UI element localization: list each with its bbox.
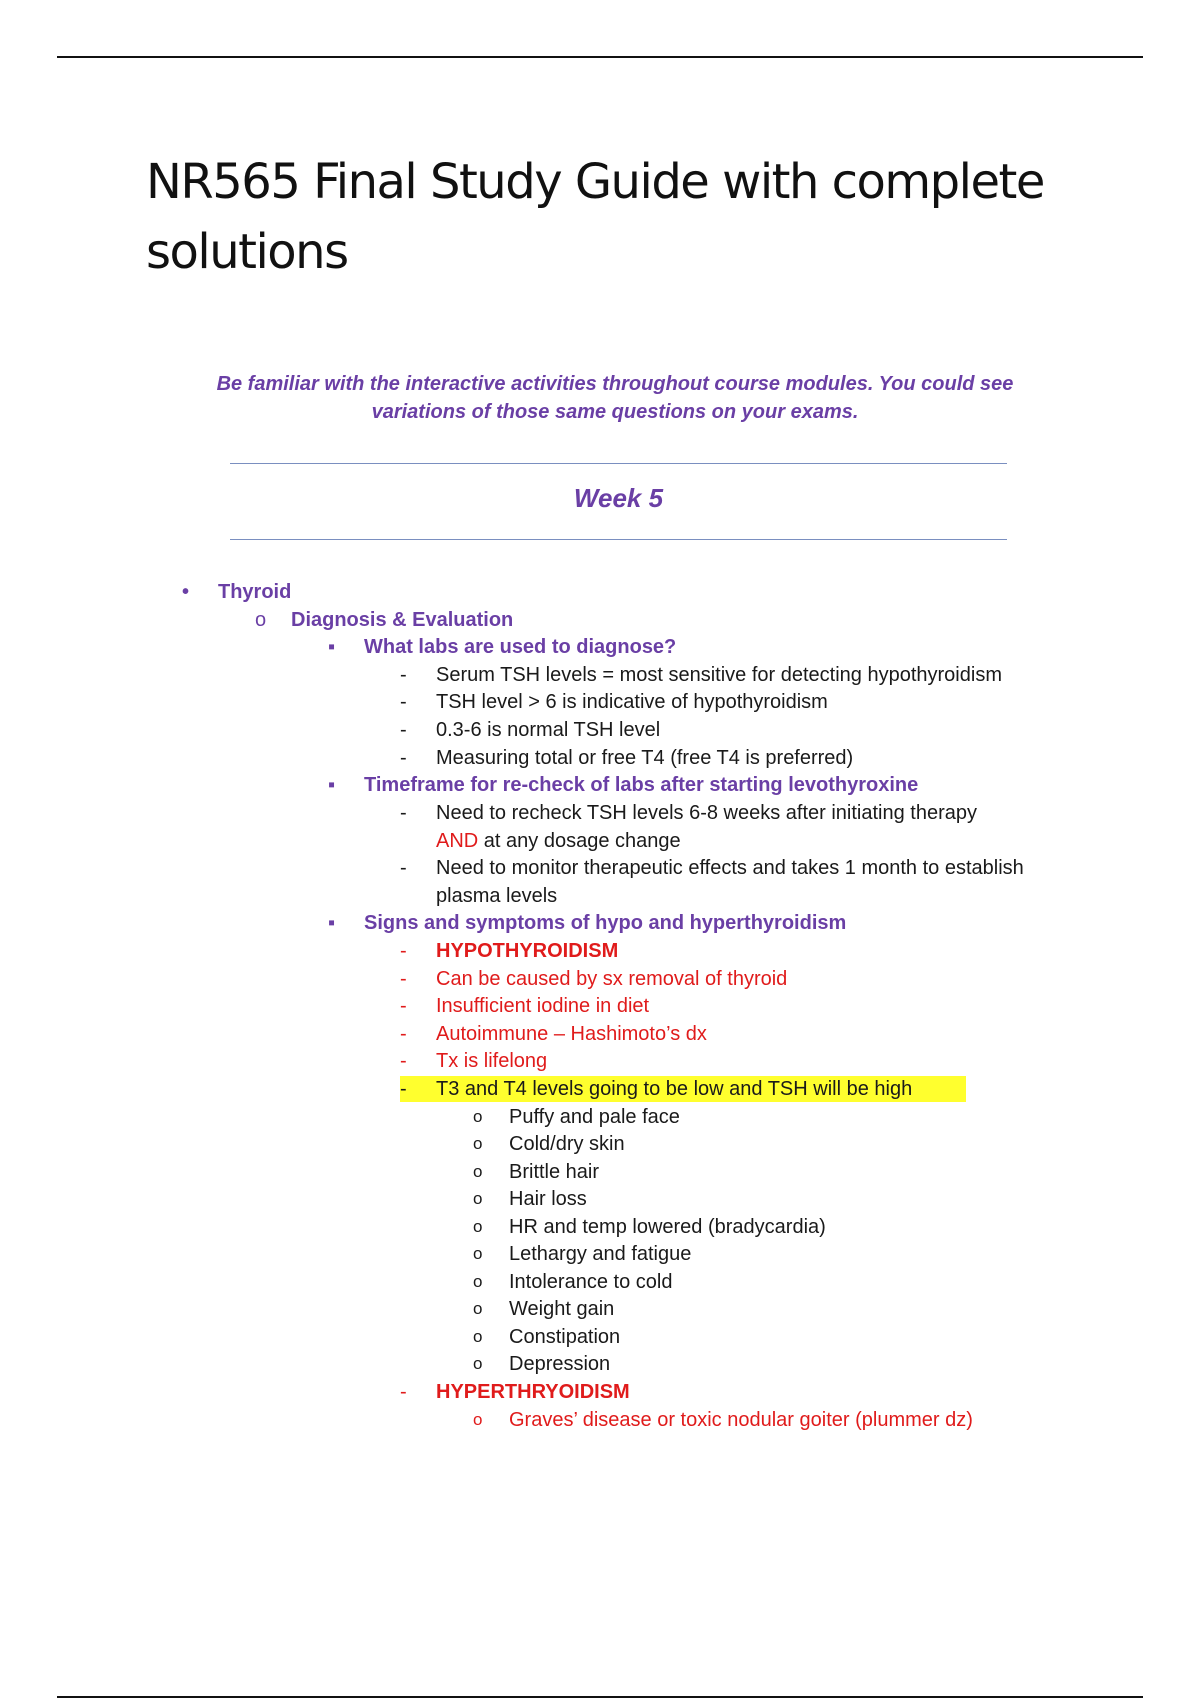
dash-marker: - [400,802,407,824]
recheck-line-2 [436,828,681,854]
list-item: Puffy and pale face [509,1106,680,1128]
list-item: HR and temp lowered (bradycardia) [509,1216,826,1238]
dash-marker: - [400,940,407,962]
circle-marker: o [473,1327,483,1346]
dash-marker: - [400,857,407,879]
list-item: Cold/dry skin [509,1133,625,1155]
circle-marker: o [473,1354,483,1373]
circle-marker: o [255,609,267,631]
dash-marker: - [400,995,407,1017]
dash-marker: - [400,1023,407,1045]
circle-marker: o [473,1189,483,1208]
list-item: Brittle hair [509,1161,600,1183]
dash-marker: - [400,664,407,686]
square-marker: ▪ [328,912,336,934]
circle-marker: o [473,1217,483,1236]
list-item: 0.3-6 is normal TSH level [436,719,661,741]
circle-marker: o [473,1162,483,1181]
topic-thyroid: Thyroid [218,581,292,603]
title-line-2: solutions [146,224,348,280]
list-item: Constipation [509,1326,621,1348]
week-heading: Week 5 [573,483,664,513]
list-item: Intolerance to cold [509,1271,673,1293]
dash-marker: - [400,968,407,990]
list-item: Lethargy and fatigue [509,1243,692,1265]
week-rule-bottom [230,539,1007,540]
subtopic-diagnosis: Diagnosis & Evaluation [291,609,514,631]
list-item: Tx is lifelong [436,1050,548,1072]
list-item: Depression [509,1353,611,1375]
page-bottom-rule [57,1696,1143,1698]
monitor-line-2: plasma levels [436,885,558,907]
hypothyroidism-heading: HYPOTHYROIDISM [436,940,619,962]
square-marker: ▪ [328,774,336,796]
list-item: Serum TSH levels = most sensitive for detecting hypothyroidism [436,664,1002,686]
document-title [146,147,1096,287]
monitor-line-1: Need to monitor therapeutic effects and takes 1 month to establish [436,857,1024,879]
circle-marker: o [473,1272,483,1291]
question-labs: What labs are used to diagnose? [364,636,677,658]
intro-note [150,370,1080,426]
hyperthyroidism-heading: HYPERTHRYOIDISM [436,1381,630,1403]
circle-marker: o [473,1410,483,1429]
recheck-line-1: Need to recheck TSH levels 6-8 weeks after initiating therapy [436,802,978,824]
page-top-rule [57,56,1143,58]
title-line-1: NR565 Final Study Guide with complete [146,154,1044,210]
dash-marker: - [400,691,407,713]
list-item: Insufficient iodine in diet [436,995,650,1017]
and-emphasis: AND [436,830,479,852]
intro-line-2: variations of those same questions on your exams. [371,401,859,423]
dash-marker: - [400,747,407,769]
highlighted-lab-finding: T3 and T4 levels going to be low and TSH will be high [436,1078,913,1100]
list-item: TSH level > 6 is indicative of hypothyroidism [436,691,828,713]
intro-line-1: Be familiar with the interactive activities throughout course modules. You could see [216,373,1014,395]
list-item: Can be caused by sx removal of thyroid [436,968,788,990]
dash-marker: - [400,1050,407,1072]
bullet-marker: • [182,581,190,603]
list-item: Graves’ disease or toxic nodular goiter (plummer dz) [509,1409,973,1431]
week-rule-top [230,463,1007,464]
question-signs: Signs and symptoms of hypo and hyperthyroidism [364,912,847,934]
circle-marker: o [473,1134,483,1153]
dash-marker: - [400,1381,407,1403]
circle-marker: o [473,1244,483,1263]
dash-marker: - [400,719,407,741]
circle-marker: o [473,1299,483,1318]
dash-marker: - [400,1078,407,1100]
list-item: Hair loss [509,1188,587,1210]
square-marker: ▪ [328,636,336,658]
question-recheck: Timeframe for re-check of labs after starting levothyroxine [364,774,919,796]
list-item: Weight gain [509,1298,615,1320]
recheck-line-2-rest: at any dosage change [478,830,681,852]
list-item: Measuring total or free T4 (free T4 is preferred) [436,747,854,769]
list-item: Autoimmune – Hashimoto’s dx [436,1023,707,1045]
circle-marker: o [473,1107,483,1126]
